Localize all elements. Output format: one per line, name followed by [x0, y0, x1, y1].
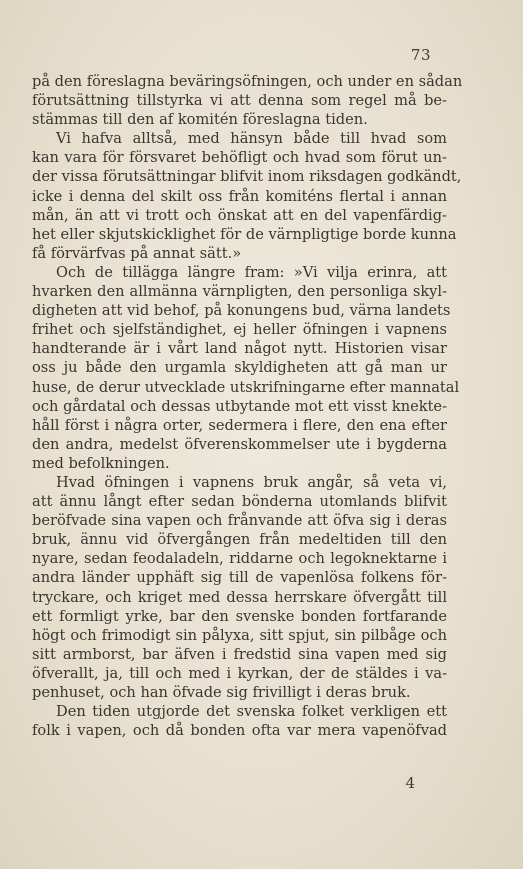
- text-line: förutsättning tillstyrka vi att denna som regel må be-: [32, 92, 447, 110]
- signature-mark: 4: [405, 774, 415, 792]
- text-line: huse, de derur utvecklade utskrifningarne efter mannatal: [32, 378, 460, 396]
- text-line: nyare, sedan feodaladeln, riddarne och legoknektarne i: [32, 550, 447, 568]
- text-line: folk i vapen, och då bonden ofta var mera vapenöfvad: [32, 722, 447, 740]
- text-line: het eller skjutskicklighet för de värnpligtige borde kunna: [32, 225, 457, 243]
- text-line: den andra, medelst öfverenskommelser ute i bygderna: [32, 435, 447, 453]
- text-line: icke i denna del skilt oss från komiténs flertal i annan: [32, 187, 447, 205]
- text-line: håll först i några orter, sedermera i flere, den ena efter: [32, 416, 447, 434]
- text-line: och gårdatal och dessas utbytande mot ett visst knekte-: [32, 397, 447, 415]
- text-line: penhuset, och han öfvade sig frivilligt i deras bruk.: [32, 684, 411, 701]
- text-line: mån, än att vi trott och önskat att en del vapenfärdig-: [32, 206, 447, 224]
- text-line: frihet och sjelfständighet, ej heller öfningen i vapnens: [32, 321, 447, 339]
- text-line: hvarken den allmänna värnpligten, den personliga skyl-: [32, 283, 447, 301]
- page-number: 73: [410, 46, 431, 64]
- text-line: tryckare, och kriget med dessa herrskare öfvergått till: [32, 588, 447, 606]
- text-line: Hvad öfningen i vapnens bruk angår, så veta vi,: [56, 473, 447, 491]
- text-line: att ännu långt efter sedan bönderna utomlands blifvit: [32, 493, 447, 511]
- text-line: handterande är i vårt land något nytt. Historien visar: [32, 340, 447, 358]
- body-text: [32, 72, 463, 740]
- text-line: öfverallt, ja, till och med i kyrkan, der de stäldes i va-: [32, 664, 447, 682]
- text-line: digheten att vid behof, på konungens bud, värna landets: [32, 302, 451, 320]
- text-line: Vi hafva alltså, med hänsyn både till hvad som: [56, 130, 447, 148]
- text-line: få förvärfvas på annat sätt.»: [32, 244, 242, 262]
- text-line: med befolkningen.: [32, 454, 170, 472]
- text-line: kan vara för försvaret behöfligt och hvad som förut un-: [32, 149, 447, 167]
- text-line: der vissa förutsättningar blifvit inom riksdagen godkändt,: [32, 168, 462, 186]
- text-line: stämmas till den af komitén föreslagna tiden.: [32, 111, 368, 129]
- text-line: Och de tillägga längre fram: »Vi vilja erinra, att: [56, 263, 447, 281]
- text-line: bruk, ännu vid öfvergången från medeltiden till den: [32, 531, 447, 549]
- text-line: ett formligt yrke, bar den svenske bonden fortfarande: [32, 607, 447, 625]
- text-line: oss ju både den urgamla skyldigheten att gå man ur: [32, 359, 447, 377]
- text-line: på den föreslagna beväringsöfningen, och under en sådan: [32, 73, 463, 90]
- text-line: Den tiden utgjorde det svenska folket verkligen ett: [56, 703, 447, 721]
- text-line: högt och frimodigt sin pålyxa, sitt spjut, sin pilbåge och: [32, 626, 447, 644]
- text-line: andra länder upphäft sig till de vapenlösa folkens för-: [32, 569, 447, 587]
- text-line: sitt armborst, bar äfven i fredstid sina vapen med sig: [32, 645, 447, 663]
- text-line: beröfvade sina vapen och frånvande att öfva sig i deras: [32, 512, 447, 530]
